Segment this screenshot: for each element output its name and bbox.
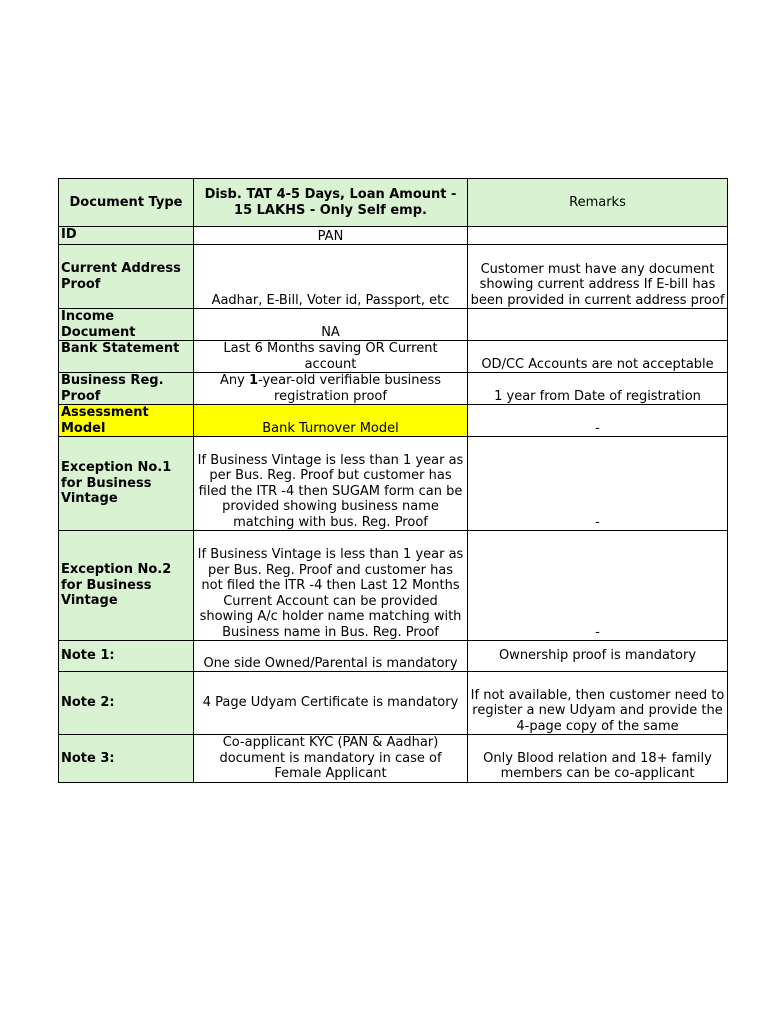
row-value: Bank Turnover Model [194,405,468,437]
row-value: Last 6 Months saving OR Current account [194,341,468,373]
row-value: Co-applicant KYC (PAN & Aadhar) document is mandatory in case of Female Applicant [194,735,468,783]
row-label: Business Reg. Proof [59,373,194,405]
row-remark: - [468,531,728,641]
row-label: Exception No.2 for Business Vintage [59,531,194,641]
row-label: Note 2: [59,672,194,735]
table-row [59,531,728,641]
row-remark: If not available, then customer need to register a new Udyam and provide the 4-page copy of the same [468,672,728,735]
row-value: 4 Page Udyam Certificate is mandatory [194,672,468,735]
row-remark [468,309,728,341]
table-row [59,735,728,783]
row-remark: Ownership proof is mandatory [468,641,728,672]
row-label: ID [59,227,194,245]
row-remark: - [468,437,728,531]
value-prefix: Any [220,373,249,388]
row-value: If Business Vintage is less than 1 year as per Bus. Reg. Proof but customer has filed the ITR -4 then SUGAM form can be provided showing business name matching with bus. Reg. Proof [194,437,468,531]
row-label: Income Document [59,309,194,341]
value-bold-number: 1 [248,373,259,388]
header-document-type: Document Type [59,179,194,227]
header-disbursement-terms: Disb. TAT 4-5 Days, Loan Amount - 15 LAKHS - Only Self emp. [194,179,468,227]
row-value: NA [194,309,468,341]
row-label: Exception No.1 for Business Vintage [59,437,194,531]
table-row [59,672,728,735]
row-label: Note 1: [59,641,194,672]
table-row [59,437,728,531]
table-row [59,641,728,672]
row-remark: 1 year from Date of registration [468,373,728,405]
table-row-highlighted [59,405,728,437]
row-value: If Business Vintage is less than 1 year as per Bus. Reg. Proof and customer has not filed the ITR -4 then Last 12 Months Current Account can be provided showing A/c holder name matching with Business name in Bus. Reg. Proof [194,531,468,641]
row-label: Bank Statement [59,341,194,373]
row-value: PAN [194,227,468,245]
row-label: Assessment Model [59,405,194,437]
row-remark: OD/CC Accounts are not acceptable [468,341,728,373]
table-row [59,373,728,405]
table-row [59,245,728,309]
header-remarks: Remarks [468,179,728,227]
row-value: Aadhar, E-Bill, Voter id, Passport, etc [194,245,468,309]
table-header-row [59,179,728,227]
table-row [59,341,728,373]
row-remark: Only Blood relation and 18+ family members can be co-applicant [468,735,728,783]
row-remark: - [468,405,728,437]
value-suffix: -year-old verifiable business registration proof [258,373,441,404]
row-value [194,373,468,405]
row-label: Note 3: [59,735,194,783]
row-remark: Customer must have any document showing current address If E-bill has been provided in current address proof [468,245,728,309]
row-remark [468,227,728,245]
row-value: One side Owned/Parental is mandatory [194,641,468,672]
document-requirements-table [58,178,728,783]
table-row [59,227,728,245]
table-row [59,309,728,341]
row-label: Current Address Proof [59,245,194,309]
